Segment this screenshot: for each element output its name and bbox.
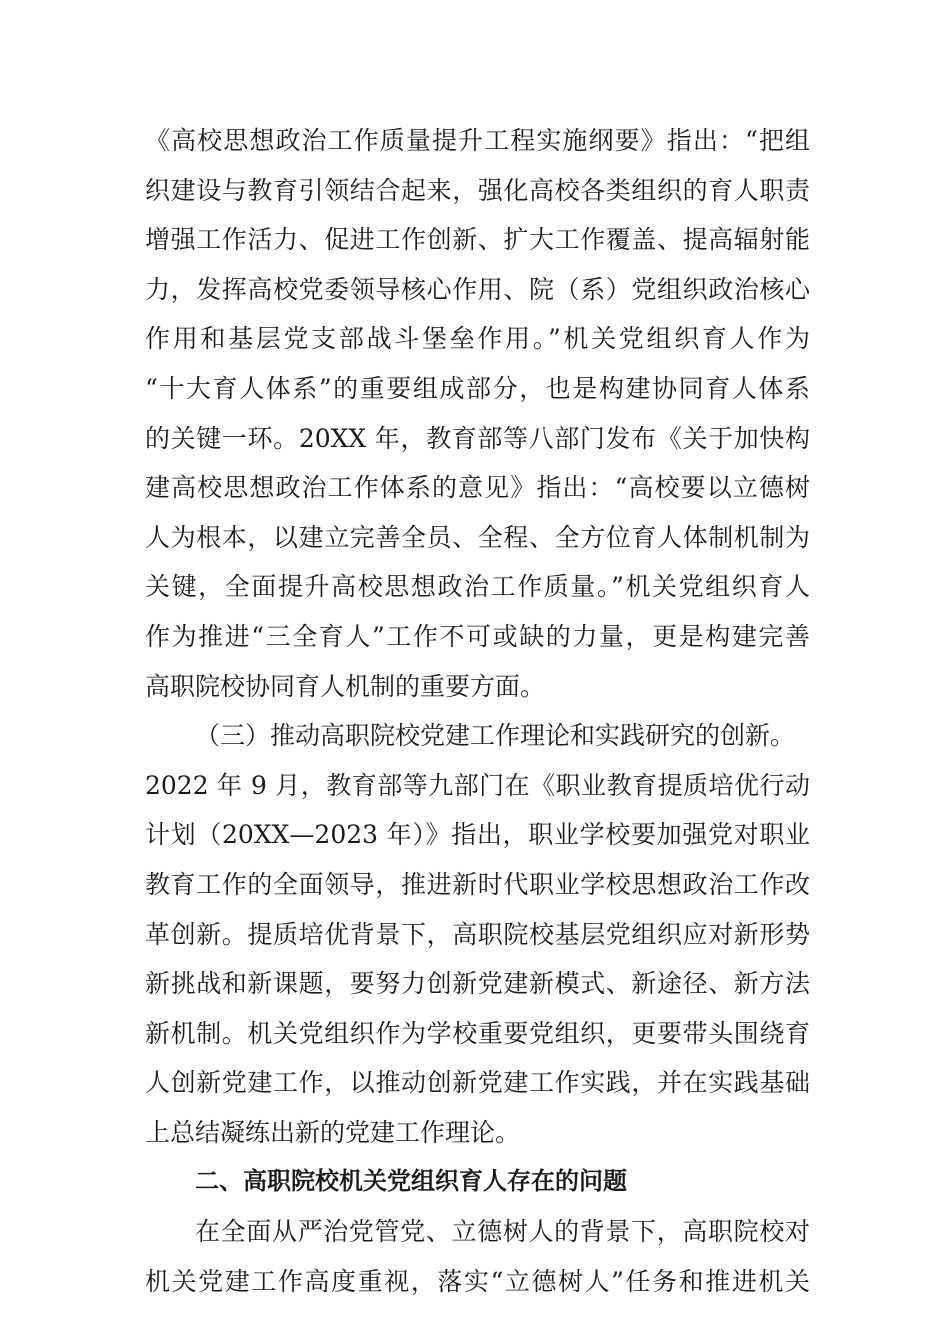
document-body: [145, 116, 810, 1306]
body-text-line: 织建设与教育引领结合起来，强化高校各类组织的育人职责: [145, 175, 810, 205]
body-text-line: 革创新。提质培优背景下，高职院校基层党组织应对新形势: [145, 919, 810, 949]
body-text-line: 建高校思想政治工作体系的意见》指出：“高校要以立德树: [145, 473, 810, 503]
body-text-line: 力，发挥高校党委领导核心作用、院（系）党组织政治核心: [145, 274, 810, 304]
body-text-line: 《高校思想政治工作质量提升工程实施纲要》指出：“把组: [145, 126, 810, 155]
body-text-line: “十大育人体系”的重要组成部分，也是构建协同育人体系: [145, 373, 810, 403]
section-subheading: （三）推动高职院校党建工作理论和实践研究的创新。: [195, 721, 796, 751]
body-text-line: 新机制。机关党组织作为学校重要党组织，更要带头围绕育: [145, 1018, 810, 1048]
body-text-line: 在全面从严治党管党、立德树人的背景下，高职院校对: [195, 1217, 810, 1247]
body-text-line: 计划（20XX—2023 年）》指出，职业学校要加强党对职业: [145, 820, 810, 850]
body-text-line: 作用和基层党支部战斗堡垒作用。”机关党组织育人作为: [145, 324, 810, 354]
body-text-line: 的关键一环。20XX 年，教育部等八部门发布《关于加快构: [145, 423, 810, 453]
body-text-line: 增强工作活力、促进工作创新、扩大工作覆盖、提高辐射能: [145, 225, 810, 255]
body-text-line: 人为根本，以建立完善全员、全程、全方位育人体制机制为: [145, 522, 810, 552]
body-text-line: 作为推进“三全育人”工作不可或缺的力量，更是构建完善: [145, 621, 810, 651]
body-text-line: 机关党建工作高度重视，落实“立德树人”任务和推进机关: [145, 1266, 810, 1296]
body-text-line: 高职院校协同育人机制的重要方面。: [145, 671, 546, 701]
body-text-line: 教育工作的全面领导，推进新时代职业学校思想政治工作改: [145, 869, 810, 899]
body-text-line: 人创新党建工作，以推动创新党建工作实践，并在实践基础: [145, 1068, 810, 1098]
body-text-line: 新挑战和新课题，要努力创新党建新模式、新途径、新方法: [145, 969, 810, 999]
body-text-line: 上总结凝练出新的党建工作理论。: [145, 1117, 521, 1147]
body-text-line: 2022 年 9 月，教育部等九部门在《职业教育提质培优行动: [145, 770, 810, 800]
section-heading: 二、高职院校机关党组织育人存在的问题: [195, 1167, 627, 1196]
body-text-line: 关键，全面提升高校思想政治工作质量。”机关党组织育人: [145, 572, 810, 602]
